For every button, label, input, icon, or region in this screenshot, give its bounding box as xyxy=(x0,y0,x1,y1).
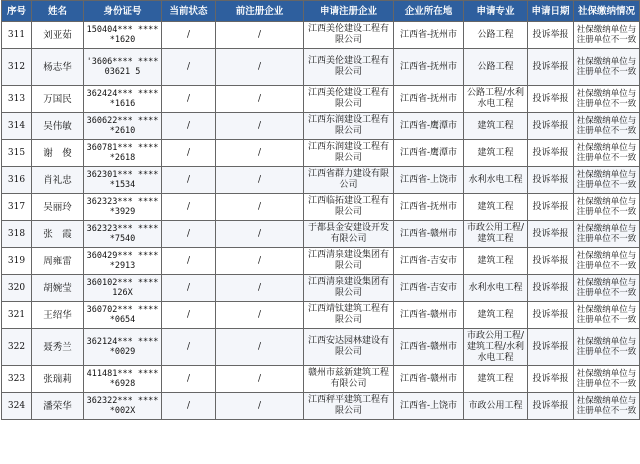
header-status: 当前状态 xyxy=(162,1,216,22)
table-row xyxy=(2,49,640,86)
cell-major: 公路工程/水利水电工程 xyxy=(464,86,528,113)
cell-social: 社保缴纳单位与注册单位不一致 xyxy=(574,329,640,366)
cell-location: 江西省-抚州市 xyxy=(394,194,464,221)
cell-social: 社保缴纳单位与注册单位不一致 xyxy=(574,22,640,49)
table-row xyxy=(2,275,640,302)
cell-social: 社保缴纳单位与注册单位不一致 xyxy=(574,140,640,167)
cell-location: 江西省-吉安市 xyxy=(394,248,464,275)
cell-id-number: 362424*** *****1616 xyxy=(84,86,162,113)
cell-id-number: 360781*** *****2618 xyxy=(84,140,162,167)
cell-status: / xyxy=(162,302,216,329)
cell-status: / xyxy=(162,329,216,366)
cell-date: 投诉举报 xyxy=(528,329,574,366)
cell-date: 投诉举报 xyxy=(528,113,574,140)
cell-date: 投诉举报 xyxy=(528,194,574,221)
cell-date: 投诉举报 xyxy=(528,366,574,393)
header-id: 身份证号 xyxy=(84,1,162,22)
cell-no: 321 xyxy=(2,302,32,329)
cell-location: 江西省-赣州市 xyxy=(394,302,464,329)
header-major: 申请专业 xyxy=(464,1,528,22)
cell-status: / xyxy=(162,194,216,221)
cell-social: 社保缴纳单位与注册单位不一致 xyxy=(574,194,640,221)
cell-id-number: 360702*** *****0654 xyxy=(84,302,162,329)
cell-name: 谢 俊 xyxy=(32,140,84,167)
cell-id-number: '3606**** ****03621 5 xyxy=(84,49,162,86)
cell-prev-company: / xyxy=(216,49,304,86)
cell-company: 赣州市兹新建筑工程有限公司 xyxy=(304,366,394,393)
cell-major: 公路工程 xyxy=(464,22,528,49)
cell-date: 投诉举报 xyxy=(528,167,574,194)
cell-company: 于都县金安建设开发有限公司 xyxy=(304,221,394,248)
cell-prev-company: / xyxy=(216,302,304,329)
cell-date: 投诉举报 xyxy=(528,86,574,113)
cell-name: 胡婉莹 xyxy=(32,275,84,302)
cell-status: / xyxy=(162,366,216,393)
cell-prev-company: / xyxy=(216,194,304,221)
header-date: 申请日期 xyxy=(528,1,574,22)
cell-no: 317 xyxy=(2,194,32,221)
table-row xyxy=(2,329,640,366)
cell-location: 江西省-赣州市 xyxy=(394,329,464,366)
cell-no: 318 xyxy=(2,221,32,248)
cell-prev-company: / xyxy=(216,329,304,366)
cell-company: 江西省群力建设有限公司 xyxy=(304,167,394,194)
cell-id-number: 362323*** *****7540 xyxy=(84,221,162,248)
cell-prev-company: / xyxy=(216,167,304,194)
cell-location: 江西省-赣州市 xyxy=(394,366,464,393)
cell-date: 投诉举报 xyxy=(528,140,574,167)
cell-id-number: 362322*** *****002X xyxy=(84,393,162,420)
cell-company: 江西美伦建设工程有限公司 xyxy=(304,86,394,113)
cell-social: 社保缴纳单位与注册单位不一致 xyxy=(574,167,640,194)
header-prev-company: 前注册企业 xyxy=(216,1,304,22)
cell-prev-company: / xyxy=(216,221,304,248)
cell-major: 建筑工程 xyxy=(464,113,528,140)
cell-company: 江西美伦建设工程有限公司 xyxy=(304,49,394,86)
cell-id-number: 360102*** ****126X xyxy=(84,275,162,302)
cell-status: / xyxy=(162,140,216,167)
cell-location: 江西省-吉安市 xyxy=(394,275,464,302)
table-row xyxy=(2,86,640,113)
cell-no: 315 xyxy=(2,140,32,167)
cell-status: / xyxy=(162,113,216,140)
cell-location: 江西省-鹰潭市 xyxy=(394,113,464,140)
cell-prev-company: / xyxy=(216,393,304,420)
cell-social: 社保缴纳单位与注册单位不一致 xyxy=(574,302,640,329)
cell-social: 社保缴纳单位与注册单位不一致 xyxy=(574,113,640,140)
cell-status: / xyxy=(162,167,216,194)
cell-name: 肖礼忠 xyxy=(32,167,84,194)
cell-date: 投诉举报 xyxy=(528,49,574,86)
cell-prev-company: / xyxy=(216,140,304,167)
cell-prev-company: / xyxy=(216,113,304,140)
cell-location: 江西省-上饶市 xyxy=(394,167,464,194)
cell-name: 张 霞 xyxy=(32,221,84,248)
cell-location: 江西省-抚州市 xyxy=(394,22,464,49)
cell-major: 市政公用工程 xyxy=(464,393,528,420)
cell-name: 刘亚茹 xyxy=(32,22,84,49)
table-row xyxy=(2,248,640,275)
header-company: 申请注册企业 xyxy=(304,1,394,22)
cell-company: 江西安达园林建设有限公司 xyxy=(304,329,394,366)
table-row xyxy=(2,167,640,194)
cell-status: / xyxy=(162,49,216,86)
cell-prev-company: / xyxy=(216,248,304,275)
cell-social: 社保缴纳单位与注册单位不一致 xyxy=(574,86,640,113)
cell-no: 319 xyxy=(2,248,32,275)
cell-major: 建筑工程 xyxy=(464,194,528,221)
cell-status: / xyxy=(162,275,216,302)
header-social: 社保缴纳情况 xyxy=(574,1,640,22)
cell-id-number: 362301*** *****1534 xyxy=(84,167,162,194)
cell-location: 江西省-抚州市 xyxy=(394,86,464,113)
table-row xyxy=(2,302,640,329)
cell-major: 市政公用工程/建筑工程 xyxy=(464,221,528,248)
cell-id-number: 362323*** *****3929 xyxy=(84,194,162,221)
cell-no: 314 xyxy=(2,113,32,140)
cell-status: / xyxy=(162,86,216,113)
cell-company: 江西清泉建设集团有限公司 xyxy=(304,248,394,275)
cell-date: 投诉举报 xyxy=(528,393,574,420)
cell-name: 杨志华 xyxy=(32,49,84,86)
cell-date: 投诉举报 xyxy=(528,275,574,302)
cell-prev-company: / xyxy=(216,366,304,393)
cell-company: 江西美伦建设工程有限公司 xyxy=(304,22,394,49)
table-row xyxy=(2,194,640,221)
cell-date: 投诉举报 xyxy=(528,22,574,49)
cell-major: 水利水电工程 xyxy=(464,167,528,194)
cell-no: 324 xyxy=(2,393,32,420)
cell-name: 吴伟敏 xyxy=(32,113,84,140)
header-location: 企业所在地 xyxy=(394,1,464,22)
cell-social: 社保缴纳单位与注册单位不一致 xyxy=(574,49,640,86)
cell-prev-company: / xyxy=(216,275,304,302)
cell-name: 万国民 xyxy=(32,86,84,113)
cell-no: 312 xyxy=(2,49,32,86)
cell-major: 建筑工程 xyxy=(464,140,528,167)
cell-company: 江西东润建设工程有限公司 xyxy=(304,140,394,167)
cell-major: 水利水电工程 xyxy=(464,275,528,302)
cell-id-number: 150404*** *****1620 xyxy=(84,22,162,49)
table-row xyxy=(2,221,640,248)
table-header-row xyxy=(2,1,640,22)
cell-date: 投诉举报 xyxy=(528,248,574,275)
cell-date: 投诉举报 xyxy=(528,302,574,329)
cell-company: 江西靖钛建筑工程有限公司 xyxy=(304,302,394,329)
cell-id-number: 360622*** *****2610 xyxy=(84,113,162,140)
header-name: 姓名 xyxy=(32,1,84,22)
cell-company: 江西清泉建设集团有限公司 xyxy=(304,275,394,302)
cell-date: 投诉举报 xyxy=(528,221,574,248)
cell-no: 322 xyxy=(2,329,32,366)
cell-name: 张瑞莉 xyxy=(32,366,84,393)
cell-major: 建筑工程 xyxy=(464,302,528,329)
cell-id-number: 360429*** *****2913 xyxy=(84,248,162,275)
cell-major: 市政公用工程/建筑工程/水利水电工程 xyxy=(464,329,528,366)
cell-major: 建筑工程 xyxy=(464,248,528,275)
cell-name: 潘荣华 xyxy=(32,393,84,420)
cell-status: / xyxy=(162,221,216,248)
cell-id-number: 362124*** *****0029 xyxy=(84,329,162,366)
cell-social: 社保缴纳单位与注册单位不一致 xyxy=(574,248,640,275)
cell-major: 建筑工程 xyxy=(464,366,528,393)
cell-id-number: 411481*** *****6928 xyxy=(84,366,162,393)
cell-name: 聂秀兰 xyxy=(32,329,84,366)
cell-location: 江西省-鹰潭市 xyxy=(394,140,464,167)
cell-location: 江西省-上饶市 xyxy=(394,393,464,420)
cell-no: 320 xyxy=(2,275,32,302)
cell-prev-company: / xyxy=(216,86,304,113)
table-row xyxy=(2,140,640,167)
cell-no: 313 xyxy=(2,86,32,113)
cell-no: 311 xyxy=(2,22,32,49)
registration-table xyxy=(1,0,640,420)
cell-social: 社保缴纳单位与注册单位不一致 xyxy=(574,366,640,393)
cell-social: 社保缴纳单位与注册单位不一致 xyxy=(574,275,640,302)
cell-company: 江西临拓建设工程有限公司 xyxy=(304,194,394,221)
cell-social: 社保缴纳单位与注册单位不一致 xyxy=(574,221,640,248)
cell-name: 吴丽玲 xyxy=(32,194,84,221)
cell-name: 周雍雷 xyxy=(32,248,84,275)
table-row xyxy=(2,113,640,140)
table-body xyxy=(2,22,640,420)
cell-no: 323 xyxy=(2,366,32,393)
table-row xyxy=(2,393,640,420)
cell-status: / xyxy=(162,248,216,275)
cell-company: 江西秤平建筑工程有限公司 xyxy=(304,393,394,420)
cell-status: / xyxy=(162,393,216,420)
cell-no: 316 xyxy=(2,167,32,194)
cell-name: 王绍华 xyxy=(32,302,84,329)
cell-location: 江西省-抚州市 xyxy=(394,49,464,86)
table-row xyxy=(2,22,640,49)
cell-company: 江西东润建设工程有限公司 xyxy=(304,113,394,140)
cell-prev-company: / xyxy=(216,22,304,49)
cell-location: 江西省-赣州市 xyxy=(394,221,464,248)
cell-status: / xyxy=(162,22,216,49)
header-no: 序号 xyxy=(2,1,32,22)
cell-social: 社保缴纳单位与注册单位不一致 xyxy=(574,393,640,420)
cell-major: 公路工程 xyxy=(464,49,528,86)
table-row xyxy=(2,366,640,393)
